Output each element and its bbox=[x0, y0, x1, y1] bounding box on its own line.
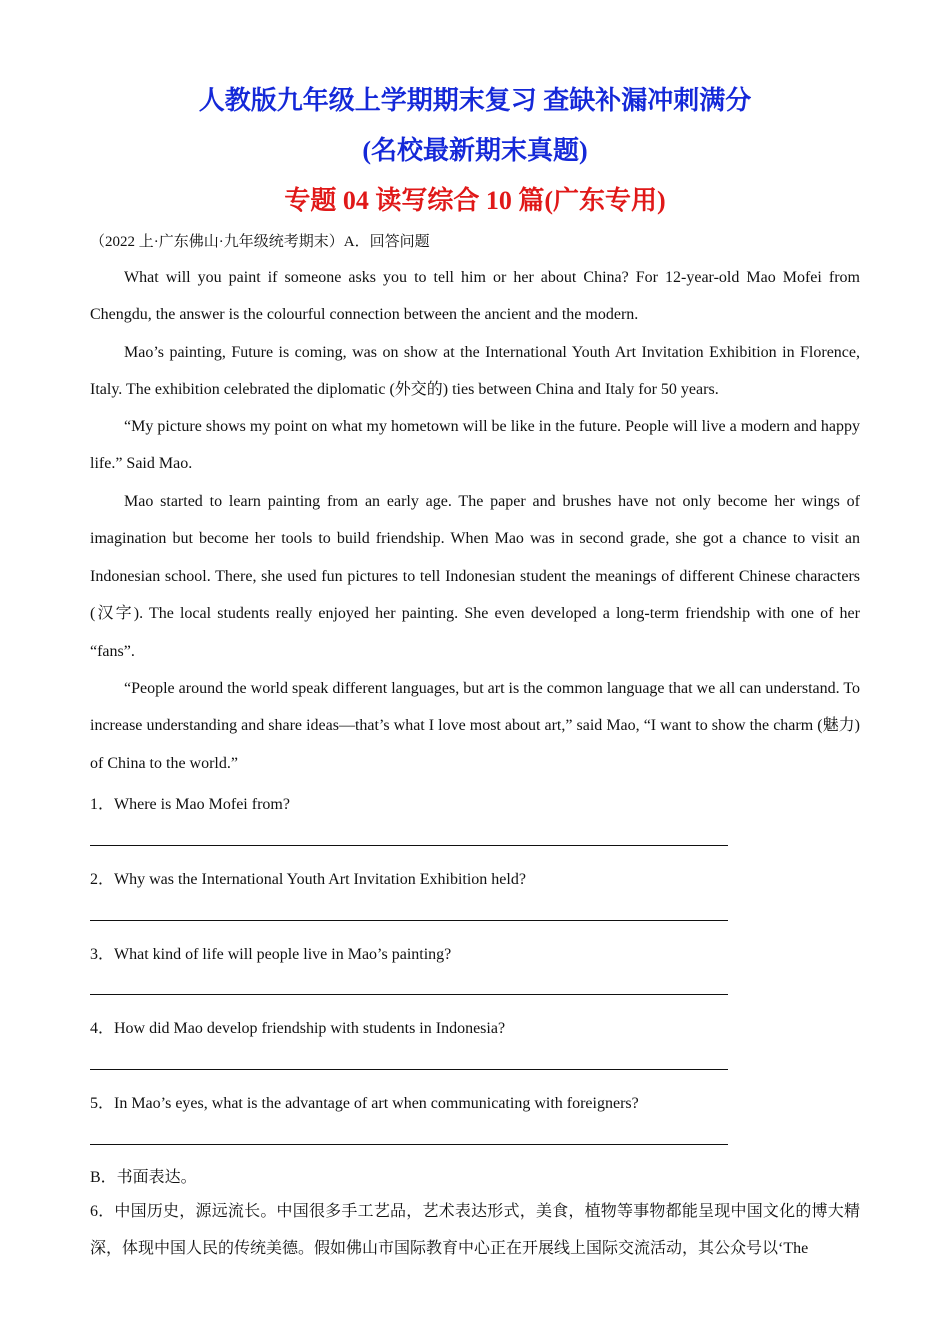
question-1: 1．Where is Mao Mofei from? bbox=[90, 796, 290, 813]
source-line: （2022 上·广东佛山·九年级统考期末）A．回答问题 bbox=[90, 234, 430, 250]
passage-paragraph-5: “People around the world speak different languages, but art is the common language that we all can understand. To increase understanding and share ideas—that’s what I love most about art,” said Mao, “I want to show the charm (魅力) of China to the world.” bbox=[90, 680, 860, 772]
title-main: 人教版九年级上学期期末复习 查缺补漏冲刺满分 bbox=[198, 86, 752, 115]
question-3: 3．What kind of life will people live in Mao’s painting? bbox=[90, 946, 452, 963]
passage-paragraph-4: Mao started to learn painting from an early age. The paper and brushes have not only become her wings of imagination but become her tools to build friendship. When Mao was in second grade, she got a chance to visit an Indonesian school. There, she used fun pictures to tell Indonesian student the meanings of different Chinese characters (汉字). The local students really enjoyed her painting. She even developed a long-term friendship with one of her “fans”. bbox=[90, 493, 860, 660]
answer-line-4 bbox=[90, 1069, 728, 1070]
passage-paragraph-1: What will you paint if someone asks you to tell him or her about China? For 12-year-old Mao Mofei from Chengdu, the answer is the colourful connection between the ancient and the modern. bbox=[90, 269, 860, 324]
answer-line-1 bbox=[90, 845, 728, 846]
question-5: 5．In Mao’s eyes, what is the advantage of art when communicating with foreigners? bbox=[90, 1095, 639, 1112]
question-6-prompt: 6．中国历史，源远流长。中国很多手工艺品，艺术表达形式，美食，植物等事物都能呈现中国文化的博大精深，体现中国人民的传统美德。假如佛山市国际教育中心正在开展线上国际交流活动，其公众号以‘The bbox=[90, 1203, 860, 1257]
section-b-label: B．书面表达。 bbox=[90, 1169, 197, 1186]
answer-line-5 bbox=[90, 1144, 728, 1145]
question-2: 2．Why was the International Youth Art Invitation Exhibition held? bbox=[90, 871, 526, 888]
question-4: 4．How did Mao develop friendship with students in Indonesia? bbox=[90, 1020, 506, 1037]
answer-line-3 bbox=[90, 994, 728, 995]
title-subtitle: (名校最新期末真题) bbox=[362, 136, 588, 165]
passage-paragraph-2: Mao’s painting, Future is coming, was on show at the International Youth Art Invitation Exhibition in Florence, Italy. The exhibition celebrated the diplomatic (外交的) ties between China and Italy for 50 years. bbox=[90, 344, 860, 399]
answer-line-2 bbox=[90, 920, 728, 921]
title-topic: 专题 04 读写综合 10 篇(广东专用) bbox=[284, 186, 666, 215]
passage-paragraph-3: “My picture shows my point on what my hometown will be like in the future. People will live a modern and happy life.” Said Mao. bbox=[90, 418, 860, 473]
